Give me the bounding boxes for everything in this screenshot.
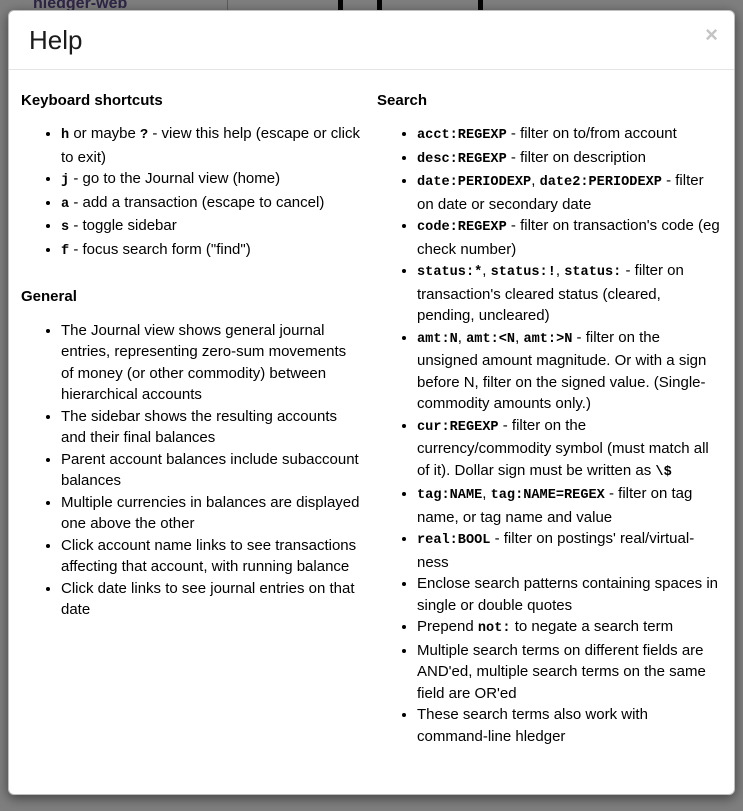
section-heading: Search — [377, 91, 428, 109]
code-term: \$ — [655, 464, 672, 480]
list-item: • cur:REGEXP - filter on the currency/commodity symbol (must match all of it). Dollar sign must be written as \$ — [417, 415, 722, 484]
code-term: status:* — [417, 265, 483, 281]
code-term: s — [61, 220, 70, 236]
list-item: • Multiple currencies in balances are displayed one above the other — [61, 492, 361, 535]
code-term: date2:PERIODEXP — [539, 175, 662, 191]
list-item: • Click date links to see journal entries on that date — [61, 578, 361, 621]
list-item: • desc:REGEXP - filter on description — [417, 147, 722, 171]
list-item: • The Journal view shows general journal entries, representing zero-sum movements of money (or other commodity) between hierarchical accounts — [61, 320, 361, 406]
code-term: amt:N — [417, 331, 458, 347]
list-item: • code:REGEXP - filter on transaction's code (eg check number) — [417, 215, 722, 260]
code-term: real:BOOL — [417, 533, 491, 549]
code-term: date:PERIODEXP — [417, 175, 532, 191]
list-item: • The sidebar shows the resulting accounts and their final balances — [61, 406, 361, 449]
code-term: f — [61, 243, 70, 259]
code-term: amt:>N — [523, 331, 573, 347]
list-item: • Prepend not: to negate a search term — [417, 616, 722, 640]
list-item: • real:BOOL - filter on postings' real/virtual-ness — [417, 528, 722, 573]
code-term: acct:REGEXP — [417, 128, 507, 144]
code-term: a — [61, 196, 70, 212]
code-term: status:! — [490, 265, 556, 281]
code-term: status: — [564, 265, 622, 281]
list-item: • Enclose search patterns containing spaces in single or double quotes — [417, 573, 722, 616]
modal-header — [9, 11, 734, 70]
help-list — [21, 320, 361, 621]
list-item: • Click account name links to see transactions affecting that account, with running balance — [61, 535, 361, 578]
list-item: • f - focus search form ("find") — [61, 239, 361, 263]
help-column-left — [21, 84, 377, 766]
list-item: • tag:NAME, tag:NAME=REGEX - filter on tag name, or tag name and value — [417, 483, 722, 528]
code-term: amt:<N — [466, 331, 516, 347]
section-heading: Keyboard shortcuts — [21, 91, 163, 109]
list-item: • These search terms also work with command-line hledger — [417, 704, 722, 747]
code-term: j — [61, 173, 70, 189]
code-term: ? — [140, 128, 149, 144]
list-item: • s - toggle sidebar — [61, 215, 361, 239]
code-term: tag:NAME=REGEX — [490, 488, 605, 504]
code-term: not: — [477, 621, 511, 637]
code-term: tag:NAME — [417, 488, 483, 504]
list-item: • h or maybe ? - view this help (escape or click to exit) — [61, 123, 361, 168]
list-item: • Parent account balances include subaccount balances — [61, 449, 361, 492]
list-item: • j - go to the Journal view (home) — [61, 168, 361, 192]
help-modal — [8, 10, 735, 795]
section-heading: General — [21, 288, 77, 306]
help-list — [377, 123, 722, 747]
code-term: h — [61, 128, 70, 144]
list-item: • date:PERIODEXP, date2:PERIODEXP - filter on date or secondary date — [417, 170, 722, 215]
help-column-right — [377, 84, 722, 766]
list-item: • amt:N, amt:<N, amt:>N - filter on the unsigned amount magnitude. Or with a sign before N, filter on the signed value. (Single-commodity amounts only.) — [417, 327, 722, 415]
modal-body — [9, 70, 734, 790]
list-item: • a - add a transaction (escape to cancel) — [61, 192, 361, 216]
close-button[interactable]: × — [705, 22, 718, 47]
code-term: desc:REGEXP — [417, 151, 507, 167]
list-item: • acct:REGEXP - filter on to/from account — [417, 123, 722, 147]
help-list — [21, 123, 361, 262]
list-item: • status:*, status:!, status: - filter on transaction's cleared status (cleared, pending, uncleared) — [417, 260, 722, 327]
code-term: code:REGEXP — [417, 220, 507, 236]
list-item: • Multiple search terms on different fields are AND'ed, multiple search terms on the same field are OR'ed — [417, 640, 722, 705]
modal-title: Help — [29, 25, 83, 55]
code-term: cur:REGEXP — [417, 419, 499, 435]
